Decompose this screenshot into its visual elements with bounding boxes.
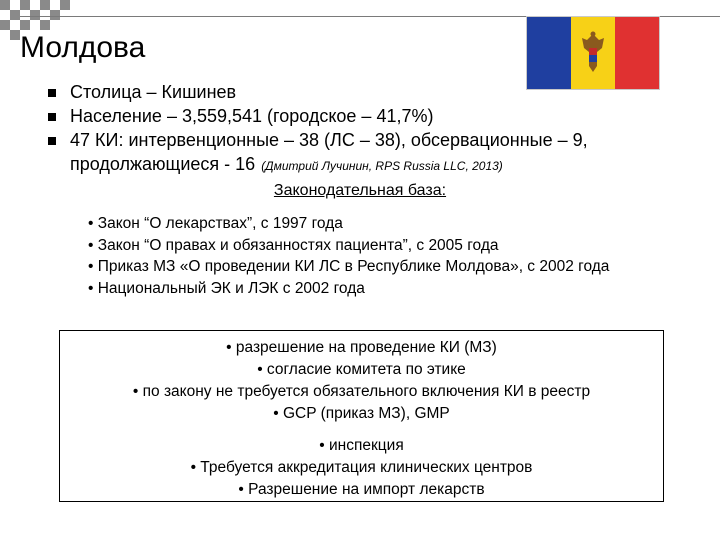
checker-square xyxy=(80,0,90,10)
checker-square xyxy=(10,10,20,20)
requirements-box xyxy=(59,330,664,502)
law-item: • Закон “О правах и обязанностях пациента”, с 2005 года xyxy=(88,236,499,254)
requirement-item: • разрешение на проведение КИ (МЗ) xyxy=(226,339,497,356)
checker-square xyxy=(30,10,40,20)
checker-square xyxy=(10,20,20,30)
checker-square xyxy=(0,20,10,30)
requirement-item: • GCP (приказ МЗ), GMP xyxy=(273,405,450,422)
checker-square xyxy=(100,0,110,10)
square-bullet-icon xyxy=(48,113,56,121)
bullet-clinical-trials xyxy=(44,128,704,178)
bullet-text: Столица – Кишинев xyxy=(70,82,237,102)
requirement-item: • Разрешение на импорт лекарств xyxy=(238,481,485,498)
bullet-text: 47 КИ: интервенционные – 38 (ЛС – 38), обсервационные – 9, продолжающиеся - 16 xyxy=(70,130,588,174)
checker-square xyxy=(10,0,20,10)
checker-square xyxy=(20,10,30,20)
square-bullet-icon xyxy=(48,89,56,97)
checker-square xyxy=(90,10,100,20)
requirement-item: • по закону не требуется обязательного включения КИ в реестр xyxy=(132,383,591,400)
checker-square xyxy=(80,10,90,20)
bullet-population xyxy=(44,104,704,128)
checker-square xyxy=(70,20,80,30)
citation: (Дмитрий Лучинин, RPS Russia LLC, 2013) xyxy=(261,159,503,173)
checker-square xyxy=(50,20,60,30)
bullet-text: Население – 3,559,541 (городское – 41,7%) xyxy=(70,106,434,126)
checker-square xyxy=(70,10,80,20)
checker-square xyxy=(0,0,10,10)
requirement-item: • инспекция xyxy=(319,437,404,454)
legal-base-heading: Законодательная база: xyxy=(273,182,447,199)
checker-square xyxy=(0,30,10,40)
checker-square xyxy=(100,20,110,30)
flag-blue-band xyxy=(527,17,571,89)
info-bullet-list xyxy=(44,80,704,178)
law-item: • Закон “О лекарствах”, с 1997 года xyxy=(88,215,343,232)
requirement-item: • согласие комитета по этике xyxy=(257,361,466,378)
checker-square xyxy=(40,0,50,10)
slide-title: Молдова xyxy=(20,31,146,64)
checker-square xyxy=(50,10,60,20)
bullet-capital xyxy=(44,80,704,104)
law-item: • Национальный ЭК и ЛЭК с 2002 года xyxy=(88,279,365,297)
checker-square xyxy=(70,0,80,10)
checker-square xyxy=(30,0,40,10)
checker-square xyxy=(80,20,90,30)
coat-of-arms-icon xyxy=(578,28,608,76)
checker-square xyxy=(30,20,40,30)
law-item: • Приказ МЗ «О проведении КИ ЛС в Республике Молдова», с 2002 года xyxy=(88,258,610,275)
checker-square xyxy=(100,10,110,20)
checker-square xyxy=(40,10,50,20)
square-bullet-icon xyxy=(48,137,56,145)
checker-square xyxy=(0,10,10,20)
checker-square xyxy=(40,20,50,30)
checker-square xyxy=(10,30,20,40)
checker-square xyxy=(20,20,30,30)
checker-square xyxy=(50,0,60,10)
checker-square xyxy=(90,0,100,10)
checker-square xyxy=(60,0,70,10)
laws-list xyxy=(88,213,628,299)
flag-red-band xyxy=(615,17,659,89)
checker-square xyxy=(60,20,70,30)
checker-square xyxy=(90,20,100,30)
group-spacer xyxy=(60,425,663,435)
checker-square xyxy=(20,0,30,10)
requirement-item: • Требуется аккредитация клинических центров xyxy=(190,459,533,476)
checker-square xyxy=(60,10,70,20)
